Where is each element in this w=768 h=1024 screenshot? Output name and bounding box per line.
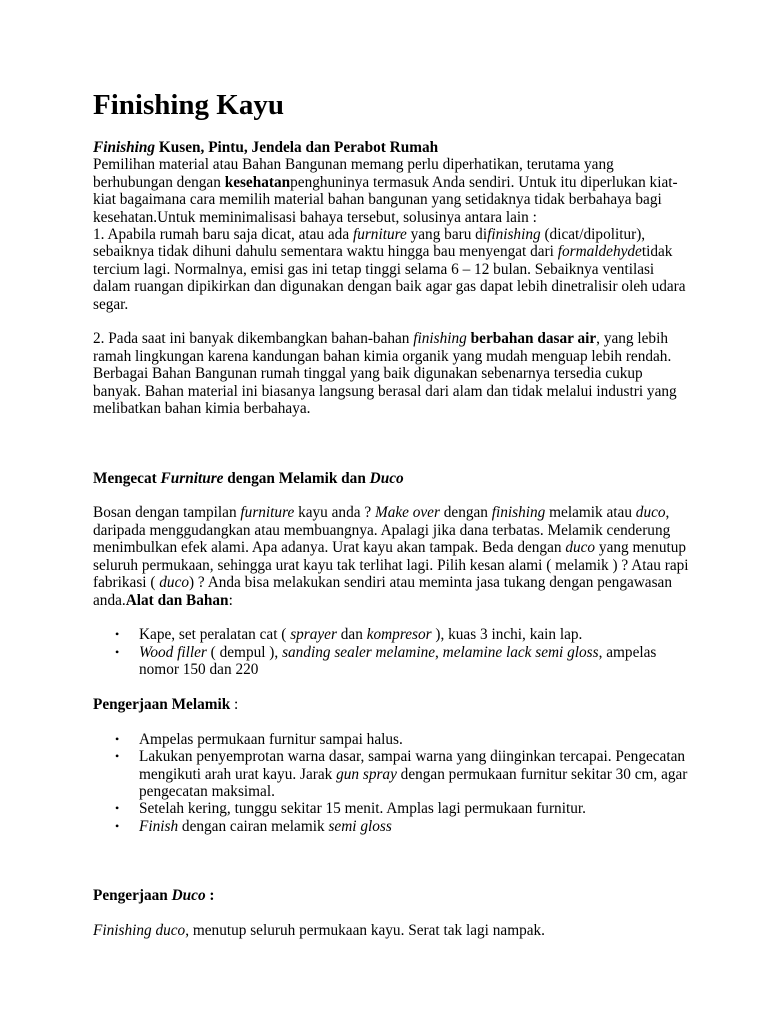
section-heading-melamik: Pengerjaan Melamik : [93,695,239,713]
spacer [93,835,693,870]
spacer [93,487,693,504]
spacer [93,679,693,696]
list-item: • Lakukan penyemprotan warna dasar, sampai warna yang diinginkan tercapai. Pengecatan mengikuti arah urat kayu. Jarak gun spray dengan permukaan furnitur sekitar 30 cm, agar pengecatan maksimal. [139,748,693,800]
section-subtitle: Finishing Kusen, Pintu, Jendela dan Perabot Rumah [93,139,439,156]
point-1-paragraph: 1. Apabila rumah baru saja dicat, atau ada furniture yang baru difinishing (dicat/dipolitur), sebaiknya tidak dihuni dahulu sementara waktu hingga bau menyengat dari formaldehydetidak tercium lagi. Normalnya, emisi gas ini tetap tinggi selama 6 – 12 bulan. Sebaiknya ventilasi dalam ruangan dipikirkan dan digunakan dengan baik agar gas dapat lebih dinetralisir oleh udara segar. [93,226,686,313]
spacer [93,609,693,626]
tools-list [93,626,693,678]
spacer [93,313,693,330]
mengecat-paragraph: Bosan dengan tampilan furniture kayu anda ? Make over dengan finishing melamik atau duco, daripada menggudangkan atau membuangnya. Apalagi jika dana terbatas. Melamik cenderung menimbulkan efek alami. Apa adanya. Urat kayu akan tampak. Beda dengan duco yang menutup seluruh permukaan, sehingga urat kayu tak terlihat lagi. Pilih kesan alami ( melamik ) ? Atau rapi fabrikasi ( duco) ? Anda bisa melakukan sendiri atau meminta jasa tukang dengan pengawasan anda.Alat dan Bahan: [93,504,689,609]
list-item: • Setelah kering, tunggu sekitar 15 menit. Amplas lagi permukaan furnitur. [139,800,693,817]
document-content [93,88,693,940]
spacer [93,417,693,452]
point-2-paragraph: 2. Pada saat ini banyak dikembangkan bahan-bahan finishing berbahan dasar air, yang lebih ramah lingkungan karena kandungan bahan kimia organik yang mudah menguap lebih rendah. Berbagai Bahan Bangunan rumah tinggal yang baik digunakan sebenarnya tersedia cukup banyak. Bahan material ini biasanya langsung berasal dari alam dan tidak melalui industri yang melibatkan bahan kimia berbahaya. [93,330,677,418]
list-item: • Kape, set peralatan cat ( sprayer dan kompresor ), kuas 3 inchi, kain lap. [139,626,693,643]
intro-paragraph: Pemilihan material atau Bahan Bangunan memang perlu diperhatikan, terutama yang berhubungan dengan kesehatanpenghuninya termasuk Anda sendiri. Untuk itu diperlukan kiat-kiat bagaimana cara memilih material bahan bangunan yang setidaknya tidak berbahaya bagi kesehatan.Untuk meminimalisasi bahaya tersebut, solusinya antara lain : [93,156,678,226]
page-title: Finishing Kayu [93,89,284,121]
spacer [93,713,693,730]
section-heading-mengecat: Mengecat Furniture dengan Melamik dan Duco [93,469,404,487]
melamik-steps-list [93,731,693,835]
list-item: • Ampelas permukaan furnitur sampai halus. [139,731,693,748]
spacer [93,870,693,887]
section-heading-duco: Pengerjaan Duco : [93,887,215,905]
duco-paragraph: Finishing duco, menutup seluruh permukaan kayu. Serat tak lagi nampak. [93,922,546,940]
list-item: • Finish dengan cairan melamik semi gloss [139,818,693,835]
spacer [93,905,693,922]
list-item: • Wood filler ( dempul ), sanding sealer melamine, melamine lack semi gloss, ampelas nomor 150 dan 220 [139,644,693,679]
spacer [93,452,693,469]
